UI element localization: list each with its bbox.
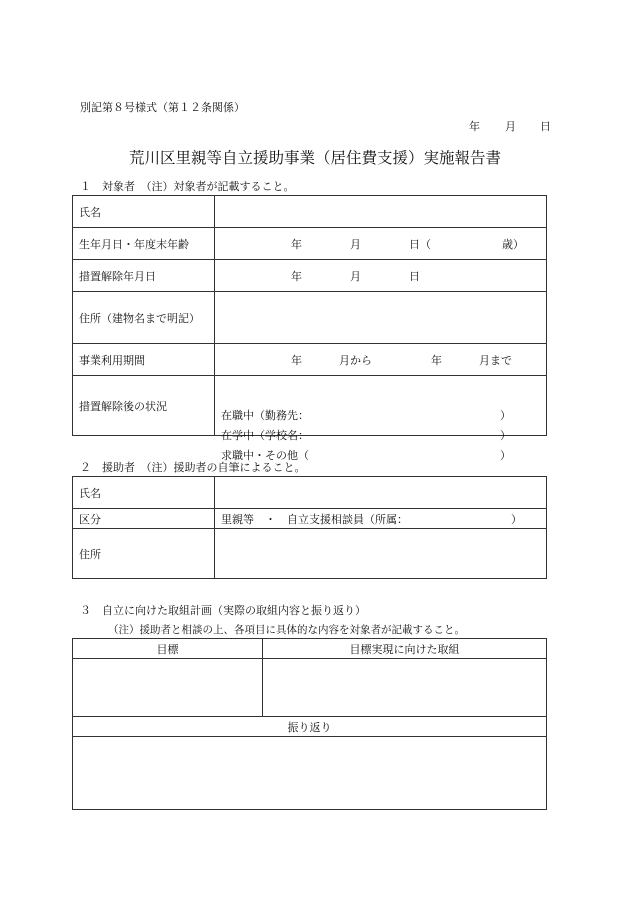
birth-day-unit: 日（ xyxy=(409,237,431,251)
helper-category-field[interactable] xyxy=(215,509,547,529)
helper-address-field[interactable] xyxy=(215,529,547,579)
subject-table xyxy=(72,195,547,462)
goal-field[interactable] xyxy=(73,659,263,717)
period-end-year-unit: 年 xyxy=(431,353,442,367)
release-date-label: 措置解除年月日 xyxy=(73,260,215,292)
helper-address-label: 住所 xyxy=(73,529,215,579)
status-student-line[interactable] xyxy=(221,427,540,443)
subject-name-field[interactable] xyxy=(215,196,547,228)
subject-address-label: 住所（建物名まで明記） xyxy=(73,292,215,344)
post-release-status-label: 措置解除後の状況 xyxy=(73,376,215,436)
status-other-label: 求職中・その他（ xyxy=(221,448,309,462)
section3-heading: ３ 自立に向けた取組計画（実際の取組内容と振り返り） xyxy=(80,604,366,617)
release-month-unit: 月 xyxy=(350,269,361,283)
helper-name-field[interactable] xyxy=(215,477,547,509)
release-date-field[interactable] xyxy=(215,260,547,292)
helper-category-label: 区分 xyxy=(73,509,215,529)
birth-age-unit: 歳） xyxy=(502,237,524,251)
release-year-unit: 年 xyxy=(291,269,302,283)
status-other-close: ） xyxy=(500,448,511,462)
subject-name-label: 氏名 xyxy=(73,196,215,228)
birth-year-unit: 年 xyxy=(291,237,302,251)
status-employed-label: 在職中（勤務先： xyxy=(221,408,309,422)
section2-heading: ２ 援助者 （注）援助者の自筆によること。 xyxy=(80,461,306,474)
plan-table xyxy=(72,638,547,810)
section3-note: （注）援助者と相談の上、各項目に具体的な内容を対象者が記載すること。 xyxy=(108,624,465,636)
post-release-status-field xyxy=(215,376,547,462)
period-start-year-unit: 年 xyxy=(291,353,302,367)
status-employed-close: ） xyxy=(500,408,511,422)
status-employed-line[interactable] xyxy=(221,407,540,423)
document-title: 荒川区里親等自立援助事業（居住費支援）実施報告書 xyxy=(128,149,501,167)
birth-month-unit: 月 xyxy=(350,237,361,251)
helper-category-options: 里親等 ・ 自立支援相談員（所属： xyxy=(221,512,408,526)
birthdate-field[interactable] xyxy=(215,228,547,260)
reflection-header: 振り返り xyxy=(73,717,547,737)
action-field[interactable] xyxy=(263,659,547,717)
date-year-label: 年 xyxy=(469,120,480,133)
helper-table xyxy=(72,476,547,579)
helper-category-close: ） xyxy=(511,512,522,526)
action-column-header: 目標実現に向けた取組 xyxy=(263,639,547,659)
reflection-field[interactable] xyxy=(73,737,547,810)
section1-heading: １ 対象者 （注）対象者が記載すること。 xyxy=(80,180,295,193)
release-day-unit: 日 xyxy=(409,269,420,283)
period-from-unit: 月から xyxy=(339,353,372,367)
date-day-label: 日 xyxy=(540,120,551,133)
birthdate-label: 生年月日・年度末年齢 xyxy=(73,228,215,260)
status-student-close: ） xyxy=(500,428,511,442)
subject-address-field[interactable] xyxy=(215,292,547,344)
date-month-label: 月 xyxy=(505,120,516,133)
helper-name-label: 氏名 xyxy=(73,477,215,509)
goal-column-header: 目標 xyxy=(73,639,263,659)
period-to-unit: 月まで xyxy=(479,353,512,367)
status-student-label: 在学中（学校名： xyxy=(221,428,309,442)
usage-period-label: 事業利用期間 xyxy=(73,344,215,376)
usage-period-field[interactable] xyxy=(215,344,547,376)
form-reference: 別記第８号様式（第１２条関係） xyxy=(80,101,245,114)
